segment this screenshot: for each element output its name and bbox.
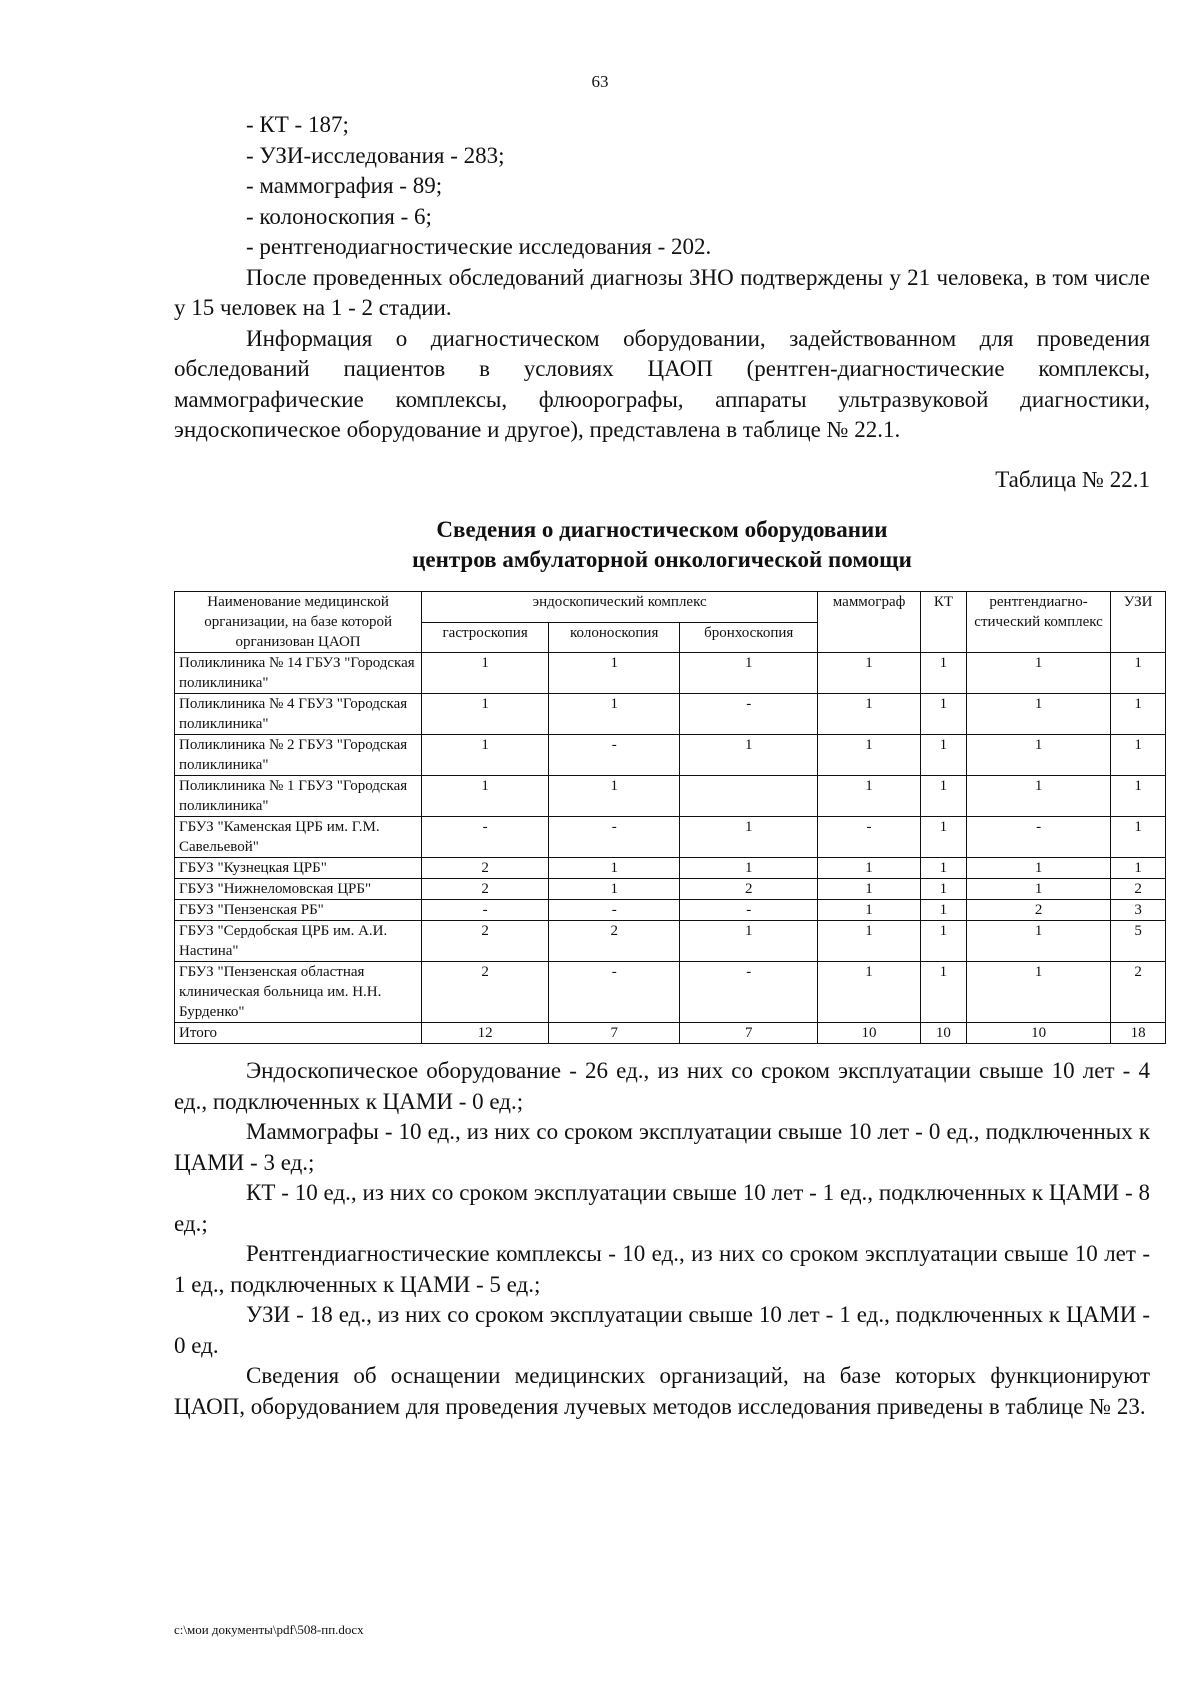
header-organization: Наименование медицинской организации, на базе которой организован ЦАОП [175, 592, 422, 653]
table-title-line: Сведения о диагностическом оборудовании [436, 517, 888, 542]
cell-colono: 2 [549, 921, 680, 962]
cell-organization: ГБУЗ "Каменская ЦРБ им. Г.М. Савельевой" [175, 817, 422, 858]
table-row [175, 858, 1166, 879]
cell-uzi: 3 [1111, 900, 1166, 921]
cell-gastro: 1 [422, 776, 549, 817]
cell-organization: ГБУЗ "Сердобская ЦРБ им. А.И. Настина" [175, 921, 422, 962]
cell-colono: 7 [549, 1023, 680, 1044]
cell-broncho: - [680, 694, 818, 735]
list-item: - маммография - 89; [246, 173, 443, 198]
header-gastroscopy: гастроскопия [422, 622, 549, 653]
table-row [175, 962, 1166, 1023]
table-row [175, 921, 1166, 962]
cell-gastro: - [422, 900, 549, 921]
cell-uzi: 2 [1111, 962, 1166, 1023]
cell-rentgen: 1 [966, 694, 1110, 735]
paragraph: Сведения об оснащении медицинских организаций, на базе которых функционируют ЦАОП, оборудованием для проведения лучевых методов исследования приведены в таблице № 23. [174, 1363, 1150, 1419]
cell-gastro: 1 [422, 735, 549, 776]
cell-kt: 1 [920, 921, 966, 962]
cell-rentgen: 1 [966, 879, 1110, 900]
cell-mammo: 1 [818, 776, 921, 817]
cell-broncho: - [680, 900, 818, 921]
cell-organization: ГБУЗ "Пензенская областная клиническая больница им. Н.Н. Бурденко" [175, 962, 422, 1023]
header-colonoscopy: колоноскопия [549, 622, 680, 653]
cell-colono: 1 [549, 694, 680, 735]
cell-broncho: 1 [680, 653, 818, 694]
cell-broncho [680, 776, 818, 817]
table-row [175, 694, 1166, 735]
cell-organization: ГБУЗ "Нижнеломовская ЦРБ" [175, 879, 422, 900]
cell-colono: 1 [549, 879, 680, 900]
footer-file-path: c:\мои документы\pdf\508-пп.docx [174, 1622, 364, 1637]
cell-broncho: 1 [680, 817, 818, 858]
paragraph: КТ - 10 ед., из них со сроком эксплуатации свыше 10 лет - 1 ед., подключенных к ЦАМИ - 8 ед.; [174, 1180, 1150, 1236]
cell-broncho: 1 [680, 735, 818, 776]
table-row [175, 776, 1166, 817]
cell-uzi: 18 [1111, 1023, 1166, 1044]
cell-kt: 1 [920, 694, 966, 735]
cell-uzi: 1 [1111, 694, 1166, 735]
cell-kt: 1 [920, 962, 966, 1023]
cell-kt: 1 [920, 653, 966, 694]
document-body [174, 110, 1153, 1422]
table-row [175, 653, 1166, 694]
cell-organization: Итого [175, 1023, 422, 1044]
cell-kt: 1 [920, 858, 966, 879]
cell-colono: 1 [549, 858, 680, 879]
cell-gastro: 1 [422, 694, 549, 735]
header-endoscopic: эндоскопический комплекс [422, 592, 818, 623]
cell-colono: - [549, 817, 680, 858]
list-item: - КТ - 187; [246, 112, 349, 137]
cell-mammo: 1 [818, 921, 921, 962]
cell-gastro: - [422, 817, 549, 858]
cell-colono: - [549, 900, 680, 921]
cell-mammo: 1 [818, 879, 921, 900]
cell-broncho: 1 [680, 858, 818, 879]
table-body [175, 653, 1166, 1044]
cell-kt: 10 [920, 1023, 966, 1044]
cell-rentgen: 10 [966, 1023, 1110, 1044]
cell-organization: ГБУЗ "Пензенская РБ" [175, 900, 422, 921]
cell-colono: 1 [549, 653, 680, 694]
cell-colono: - [549, 735, 680, 776]
cell-uzi: 1 [1111, 776, 1166, 817]
page-number: 63 [591, 72, 609, 91]
cell-rentgen: 1 [966, 921, 1110, 962]
paragraph: Эндоскопическое оборудование - 26 ед., из них со сроком эксплуатации свыше 10 лет - 4 ед., подключенных к ЦАМИ - 0 ед.; [174, 1058, 1150, 1114]
list-item: - УЗИ-исследования - 283; [246, 142, 505, 168]
cell-broncho: 7 [680, 1023, 818, 1044]
cell-uzi: 1 [1111, 735, 1166, 776]
cell-mammo: 1 [818, 962, 921, 1023]
cell-kt: 1 [920, 817, 966, 858]
header-kt: КТ [920, 592, 966, 653]
header-uzi: УЗИ [1111, 592, 1166, 653]
cell-mammo: 1 [818, 694, 921, 735]
table-title-line: центров амбулаторной онкологической помощи [412, 547, 912, 572]
cell-gastro: 1 [422, 653, 549, 694]
cell-rentgen: 1 [966, 735, 1110, 776]
cell-organization: Поликлиника № 2 ГБУЗ "Городская поликлиника" [175, 735, 422, 776]
table-row [175, 1023, 1166, 1044]
cell-broncho: 1 [680, 921, 818, 962]
header-rentgen: рентгендиагно-стический комплекс [966, 592, 1110, 653]
cell-kt: 1 [920, 900, 966, 921]
cell-colono: - [549, 962, 680, 1023]
cell-mammo: 1 [818, 900, 921, 921]
cell-mammo: 1 [818, 653, 921, 694]
cell-rentgen: 1 [966, 776, 1110, 817]
cell-rentgen: 1 [966, 653, 1110, 694]
cell-organization: ГБУЗ "Кузнецкая ЦРБ" [175, 858, 422, 879]
paragraph: После проведенных обследований диагнозы ЗНО подтверждены у 21 человека, в том числе у 15 человек на 1 - 2 стадии. [174, 264, 1150, 320]
cell-uzi: 1 [1111, 653, 1166, 694]
cell-colono: 1 [549, 776, 680, 817]
cell-rentgen: - [966, 817, 1110, 858]
cell-gastro: 2 [422, 879, 549, 900]
cell-kt: 1 [920, 776, 966, 817]
list-item: - рентгенодиагностические исследования - 202. [246, 234, 712, 259]
cell-mammo: 1 [818, 735, 921, 776]
cell-uzi: 5 [1111, 921, 1166, 962]
table-row [175, 900, 1166, 921]
header-mammograph: маммограф [818, 592, 921, 653]
cell-mammo: - [818, 817, 921, 858]
cell-gastro: 12 [422, 1023, 549, 1044]
cell-uzi: 1 [1111, 817, 1166, 858]
paragraph: Маммографы - 10 ед., из них со сроком эксплуатации свыше 10 лет - 0 ед., подключенных к ЦАМИ - 3 ед.; [174, 1119, 1150, 1175]
cell-rentgen: 2 [966, 900, 1110, 921]
cell-rentgen: 1 [966, 962, 1110, 1023]
cell-organization: Поликлиника № 1 ГБУЗ "Городская поликлиника" [175, 776, 422, 817]
header-bronchoscopy: бронхоскопия [680, 622, 818, 653]
cell-gastro: 2 [422, 962, 549, 1023]
table-row [175, 735, 1166, 776]
cell-organization: Поликлиника № 14 ГБУЗ "Городская поликлиника" [175, 653, 422, 694]
cell-kt: 1 [920, 735, 966, 776]
cell-rentgen: 1 [966, 858, 1110, 879]
cell-uzi: 1 [1111, 858, 1166, 879]
table-row [175, 879, 1166, 900]
paragraph: УЗИ - 18 ед., из них со сроком эксплуатации свыше 10 лет - 1 ед., подключенных к ЦАМИ - 0 ед. [174, 1302, 1150, 1358]
cell-mammo: 10 [818, 1023, 921, 1044]
cell-kt: 1 [920, 879, 966, 900]
cell-gastro: 2 [422, 858, 549, 879]
list-item: - колоноскопия - 6; [246, 203, 432, 229]
table-label: Таблица № 22.1 [995, 466, 1150, 492]
cell-uzi: 2 [1111, 879, 1166, 900]
cell-gastro: 2 [422, 921, 549, 962]
cell-broncho: 2 [680, 879, 818, 900]
table-title [174, 515, 1150, 575]
cell-mammo: 1 [818, 858, 921, 879]
equipment-table [174, 591, 1166, 1044]
cell-broncho: - [680, 962, 818, 1023]
paragraph: Рентгендиагностические комплексы - 10 ед., из них со сроком эксплуатации свыше 10 лет - 1 ед., подключенных к ЦАМИ - 5 ед.; [174, 1241, 1150, 1297]
cell-organization: Поликлиника № 4 ГБУЗ "Городская поликлиника" [175, 694, 422, 735]
table-row [175, 817, 1166, 858]
paragraph: Информация о диагностическом оборудовании, задействованном для проведения обследований пациентов в условиях ЦАОП (рентген-диагностические комплексы, маммографические комплексы, флюорографы, аппараты ультразвуковой диагностики, эндоскопическое оборудование и другое), представлена в таблице № 22.1. [174, 325, 1150, 442]
